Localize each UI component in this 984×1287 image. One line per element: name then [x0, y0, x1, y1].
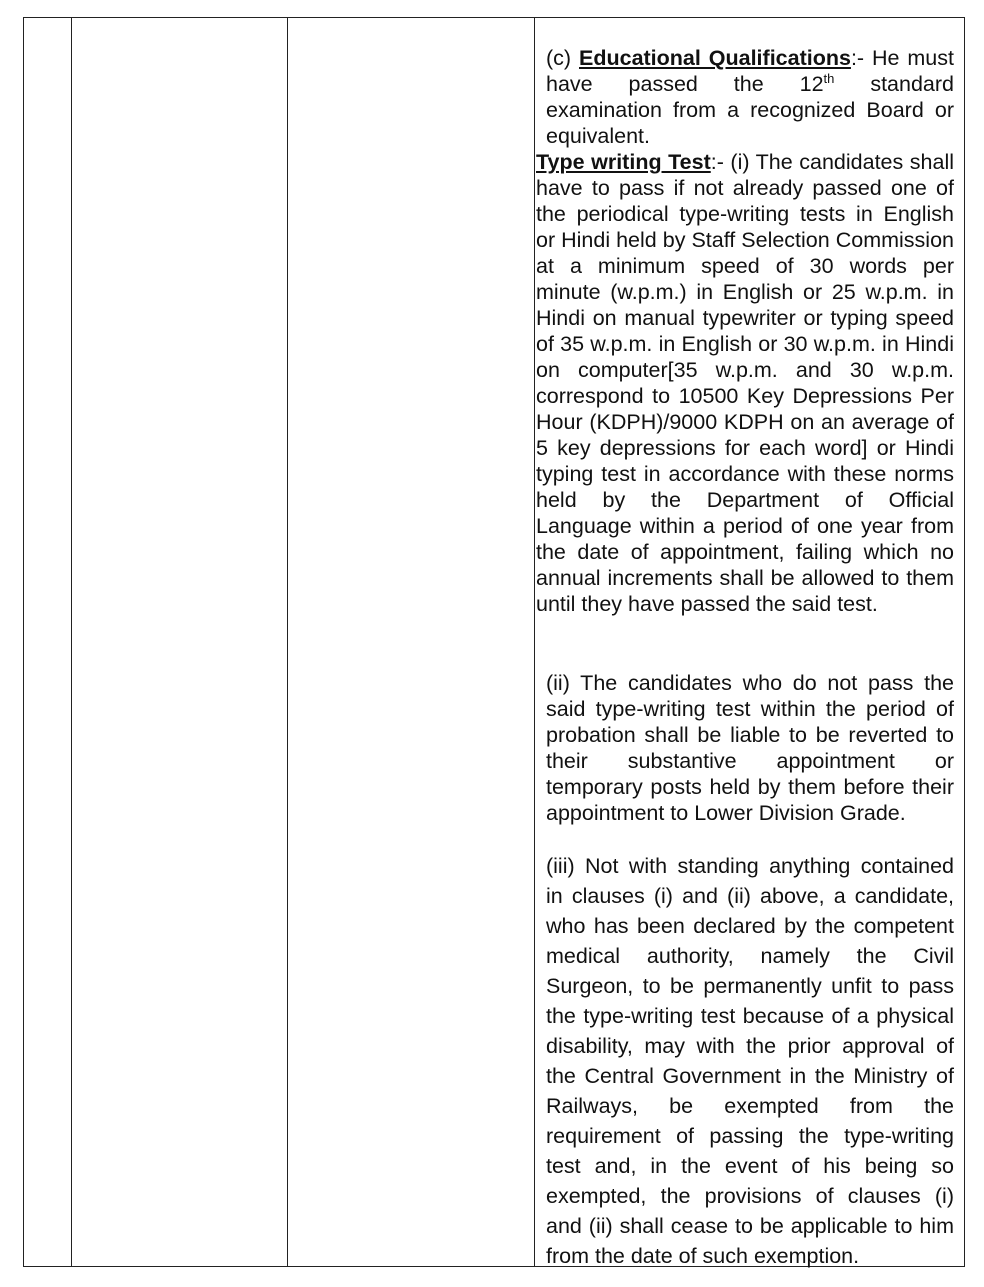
clause-iii-text: (iii) Not with standing anything contained in clauses (i) and (ii) above, a candidate, who has been declared by the competent medical authority, namely the Civil Surgeon, to be permanently unfit to pass the type-writing test because of a physical disability, may with the prior approval of the Central Government in the Ministry of Railways, be exempted from the requirement of passing the type-writing test and, in the event of his being so exempted, the provisions of clauses (i) and (ii) shall cease to be applicable to him from the date of such exemption. — [546, 854, 954, 1268]
column-divider-3 — [534, 18, 535, 1266]
column-divider-2 — [287, 18, 288, 1266]
type-writing-clause-ii — [546, 670, 954, 826]
heading-separator: :- — [850, 46, 872, 70]
superscript-th: th — [823, 70, 835, 86]
qualification-text-part1: He must have passed the 12 — [546, 46, 954, 96]
type-writing-clause-i — [536, 149, 954, 617]
type-writing-test-heading: Type writing Test — [536, 150, 711, 174]
document-table — [23, 17, 965, 1267]
type-writing-test-cell — [536, 149, 954, 617]
educational-qualifications-cell — [546, 45, 954, 149]
clause-c-prefix: (c) — [546, 46, 579, 70]
clause-i-text: (i) The candidates shall have to pass if not already passed one of the periodical type-writing tests in English or Hindi held by Staff Selection Commission at a minimum speed of 30 words per minute (w.p.m.) in English or 25 w.p.m. in Hindi on manual typewriter or typing speed of 35 w.p.m. in English or 30 w.p.m. in Hindi on computer[35 w.p.m. and 30 w.p.m. correspond to 10500 Key Depressions Per Hour (KDPH)/9000 KDPH on an average of 5 key depressions for each word] or Hindi typing test in accordance with these norms held by the Department of Official Language within a period of one year from the date of appointment, failing which no annual increments shall be allowed to them until they have passed the said test. — [536, 150, 955, 616]
educational-qualifications-heading: Educational Qualifications — [579, 46, 851, 70]
qualification-text-part2: standard examination from a recognized Board or equivalent. — [546, 72, 954, 148]
educational-qualifications-paragraph — [546, 45, 954, 149]
clause-ii-text: (ii) The candidates who do not pass the said type-writing test within the period of probation shall be liable to be reverted to their substantive appointment or temporary posts held by them before their appointment to Lower Division Grade. — [546, 671, 954, 825]
type-writing-clause-iii — [546, 851, 954, 1271]
column-divider-1 — [71, 18, 72, 1266]
heading-separator: :- — [710, 150, 731, 174]
